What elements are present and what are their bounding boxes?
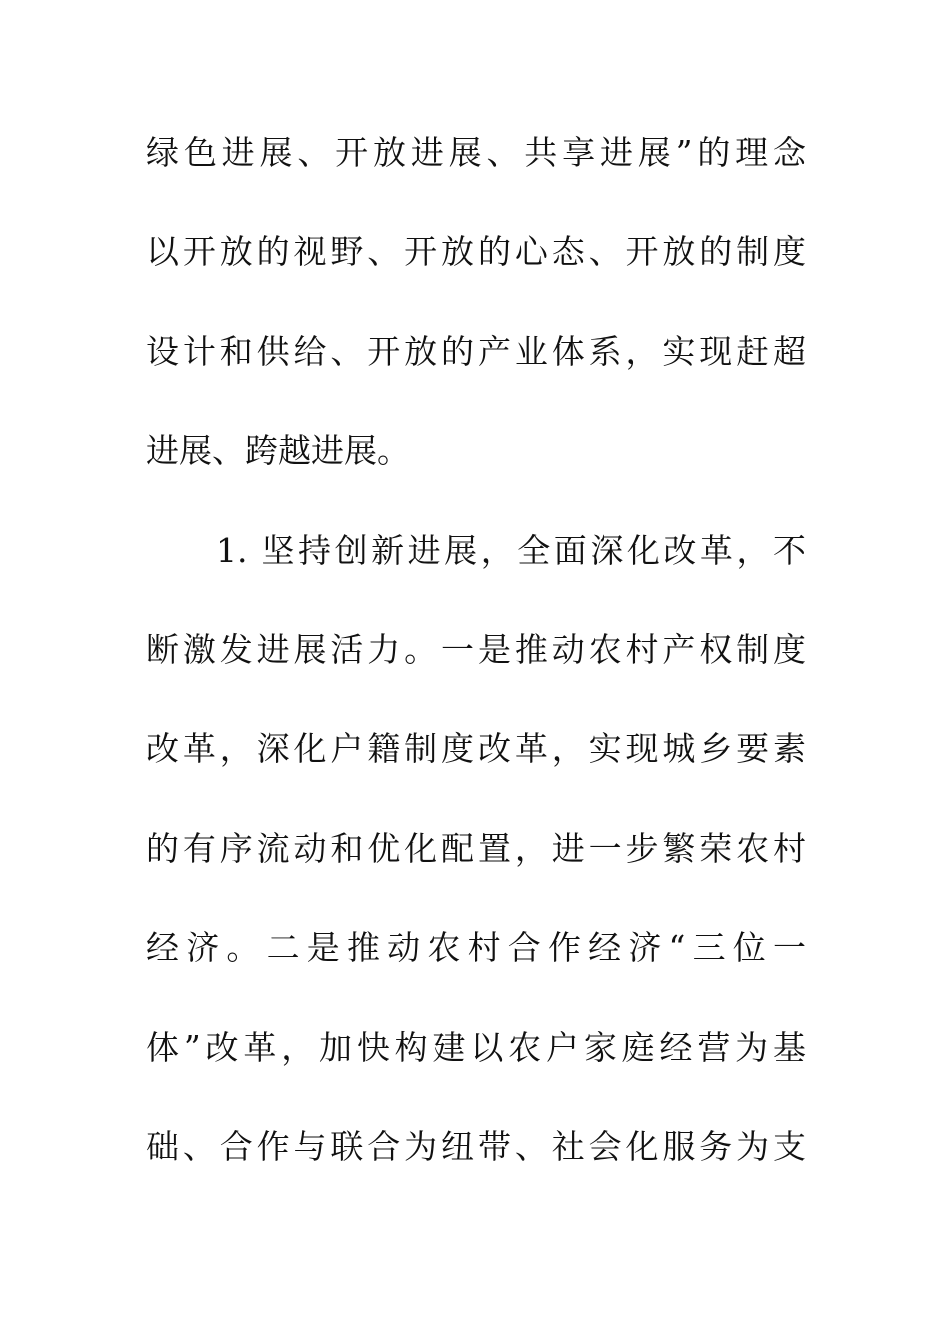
text-line: 设计和供给、开放的产业体系，实现赶超 [146,331,806,371]
paragraph-start-line: 1. 坚持创新进展，全面深化改革，不 [216,530,806,570]
text-line: 体”改革，加快构建以农户家庭经营为基 [146,1027,806,1067]
text-line: 础、合作与联合为纽带、社会化服务为支 [146,1126,806,1166]
text-line: 断激发进展活力。一是推动农村产权制度 [146,629,806,669]
body-text [146,120,806,1213]
text-line: 的有序流动和优化配置，进一步繁荣农村 [146,828,806,868]
text-line: 进展、跨越进展。 [146,431,410,471]
text-line: 绿色进展、开放进展、共享进展”的理念 [146,133,806,172]
text-line: 经济。二是推动农村合作经济“三位一 [146,928,806,968]
text-line: 改革，深化户籍制度改革，实现城乡要素 [146,729,806,769]
text-line: 以开放的视野、开放的心态、开放的制度 [146,232,806,272]
